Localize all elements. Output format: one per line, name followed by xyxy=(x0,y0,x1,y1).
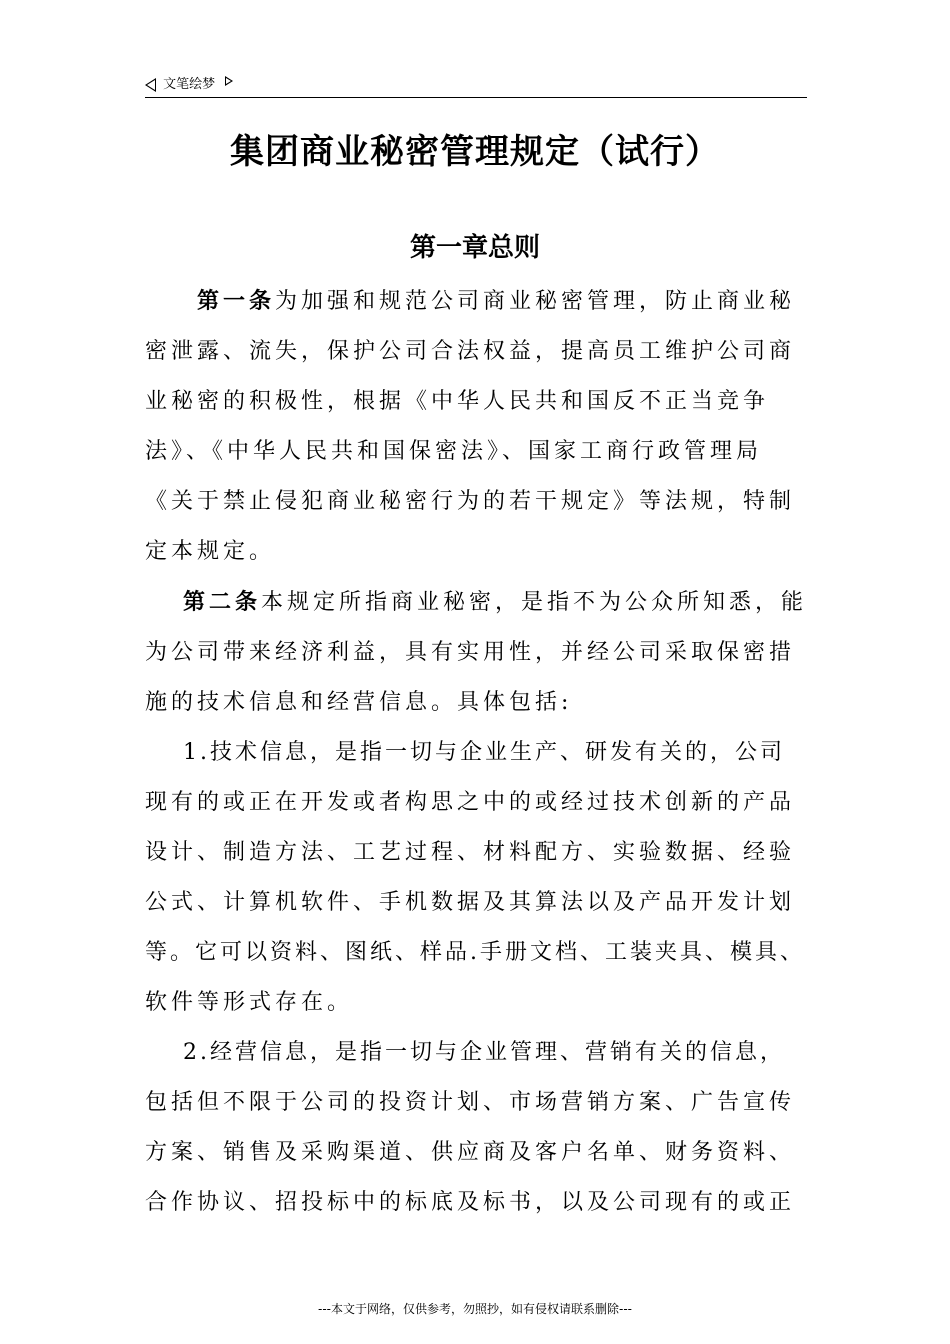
item-2-line-1: 2.经营信息，是指一切与企业管理、营销有关的信息， xyxy=(183,1040,785,1065)
article-1-line-4: 法》、《中华人民共和国保密法》、国家工商行政管理局 xyxy=(145,439,763,464)
chapter-heading: 第一章总则 xyxy=(409,233,540,263)
article-1-label: 第一条 xyxy=(197,288,276,314)
article-1-line-5: 《关于禁止侵犯商业秘密行为的若干规定》等法规，特制 xyxy=(145,489,796,514)
article-2-line-3: 施的技术信息和经营信息。具体包括: xyxy=(145,690,573,715)
item-2-line-2: 包括但不限于公司的投资计划、市场营销方案、广告宣传 xyxy=(145,1090,796,1115)
item-1-line-6: 软件等形式存在。 xyxy=(145,990,354,1015)
item-2-line-3: 方案、销售及采购渠道、供应商及客户名单、财务资料、 xyxy=(145,1140,796,1165)
document-title: 集团商业秘密管理规定（试行） xyxy=(230,132,720,172)
document-body xyxy=(145,276,825,1228)
item-1-line-3: 设计、制造方法、工艺过程、材料配方、实验数据、经验 xyxy=(145,840,796,865)
article-1-line-6: 定本规定。 xyxy=(145,539,276,564)
item-1-line-1: 1.技术信息，是指一切与企业生产、研发有关的，公司 xyxy=(183,740,785,765)
article-2-line-2: 为公司带来经济利益，具有实用性，并经公司采取保密措 xyxy=(145,640,796,665)
right-triangle-icon xyxy=(225,76,233,86)
article-2-line-1: 第二条本规定所指商业秘密，是指不为公众所知悉，能 xyxy=(183,589,808,615)
page-footer: ---本文于网络，仅供参考，勿照抄，如有侵权请联系删除--- xyxy=(318,1302,632,1316)
header-brand: 文笔绘梦 xyxy=(163,77,216,92)
page-header xyxy=(145,72,807,98)
item-1-line-4: 公式、计算机软件、手机数据及其算法以及产品开发计划 xyxy=(145,890,796,915)
article-2-label: 第二条 xyxy=(183,589,262,615)
article-1-line-3: 业秘密的积极性，根据《中华人民共和国反不正当竞争 xyxy=(145,389,770,414)
header-rule xyxy=(145,97,807,98)
article-1-line-2: 密泄露、流失，保护公司合法权益，提高员工维护公司商 xyxy=(145,339,796,364)
left-triangle-icon xyxy=(145,78,156,92)
item-2-line-4: 合作协议、招投标中的标底及标书，以及公司现有的或正 xyxy=(145,1190,796,1215)
item-1-line-5: 等。它可以资料、图纸、样品.手册文档、工装夹具、模具、 xyxy=(145,940,805,965)
item-1-line-2: 现有的或正在开发或者构思之中的或经过技术创新的产品 xyxy=(145,790,796,815)
article-1-line-1: 第一条为加强和规范公司商业秘密管理，防止商业秘 xyxy=(197,288,796,314)
